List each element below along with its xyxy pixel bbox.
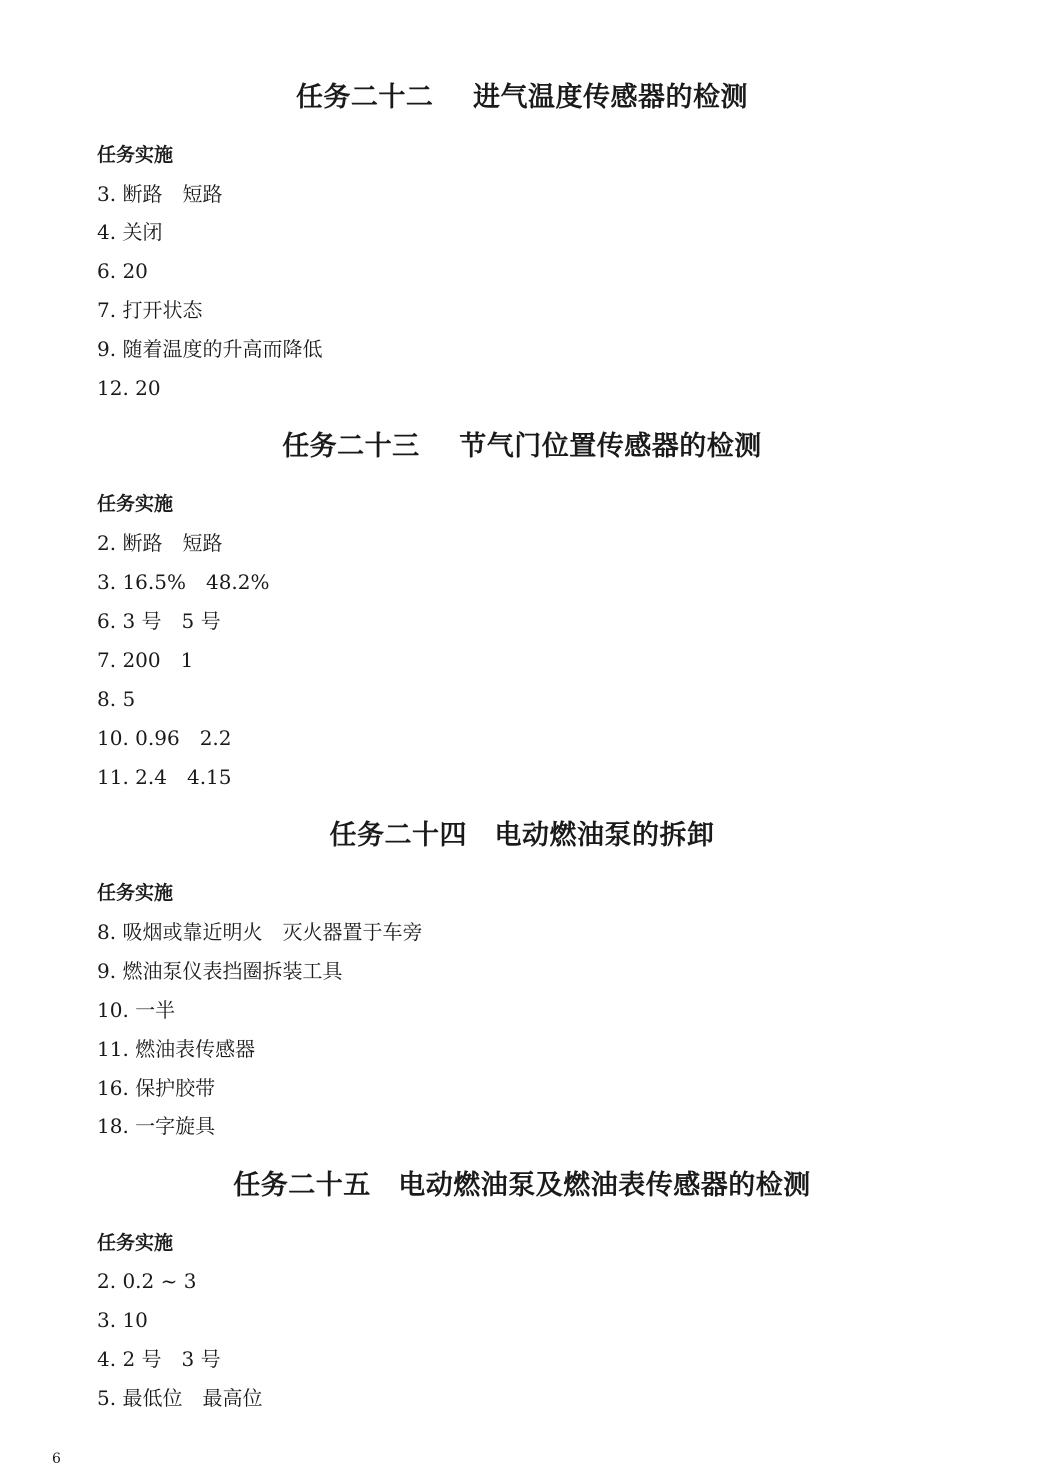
section-subtitle: 任务实施 <box>97 882 174 904</box>
answer-item: 7. 打开状态 <box>97 298 203 322</box>
section-title: 任务二十四 电动燃油泵的拆卸 <box>329 820 715 851</box>
answer-item: 8. 吸烟或靠近明火 灭火器置于车旁 <box>97 920 423 944</box>
answer-item: 7. 200 1 <box>97 648 194 672</box>
answer-item: 16. 保护胶带 <box>97 1076 216 1100</box>
answer-item: 12. 20 <box>97 376 161 400</box>
answer-item: 3. 16.5% 48.2% <box>97 570 270 594</box>
answer-item: 2. 0.2 ~ 3 <box>97 1269 197 1293</box>
section-title: 任务二十三 节气门位置传感器的检测 <box>282 431 762 462</box>
section-subtitle: 任务实施 <box>97 144 174 166</box>
answer-item: 11. 燃油表传感器 <box>97 1037 256 1061</box>
answer-item: 9. 随着温度的升高而降低 <box>97 337 323 361</box>
answer-item: 6. 20 <box>97 259 148 283</box>
answer-item: 8. 5 <box>97 687 136 711</box>
answer-item: 3. 断路 短路 <box>97 182 223 206</box>
answer-item: 10. 一半 <box>97 998 176 1022</box>
answer-item: 2. 断路 短路 <box>97 531 223 555</box>
answer-item: 3. 10 <box>97 1308 148 1332</box>
answer-item: 11. 2.4 4.15 <box>97 765 232 789</box>
answer-item: 9. 燃油泵仪表挡圈拆装工具 <box>97 959 343 983</box>
answer-item: 18. 一字旋具 <box>97 1114 216 1138</box>
page-number: 6 <box>52 1451 61 1467</box>
section-subtitle: 任务实施 <box>97 493 174 515</box>
answer-item: 10. 0.96 2.2 <box>97 726 232 750</box>
answer-item: 4. 关闭 <box>97 220 163 244</box>
section-subtitle: 任务实施 <box>97 1232 174 1254</box>
answer-item: 6. 3 号 5 号 <box>97 609 221 633</box>
answer-item: 4. 2 号 3 号 <box>97 1347 221 1371</box>
section-title: 任务二十二 进气温度传感器的检测 <box>295 82 749 113</box>
section-title: 任务二十五 电动燃油泵及燃油表传感器的检测 <box>233 1170 811 1201</box>
answer-item: 5. 最低位 最高位 <box>97 1386 263 1410</box>
